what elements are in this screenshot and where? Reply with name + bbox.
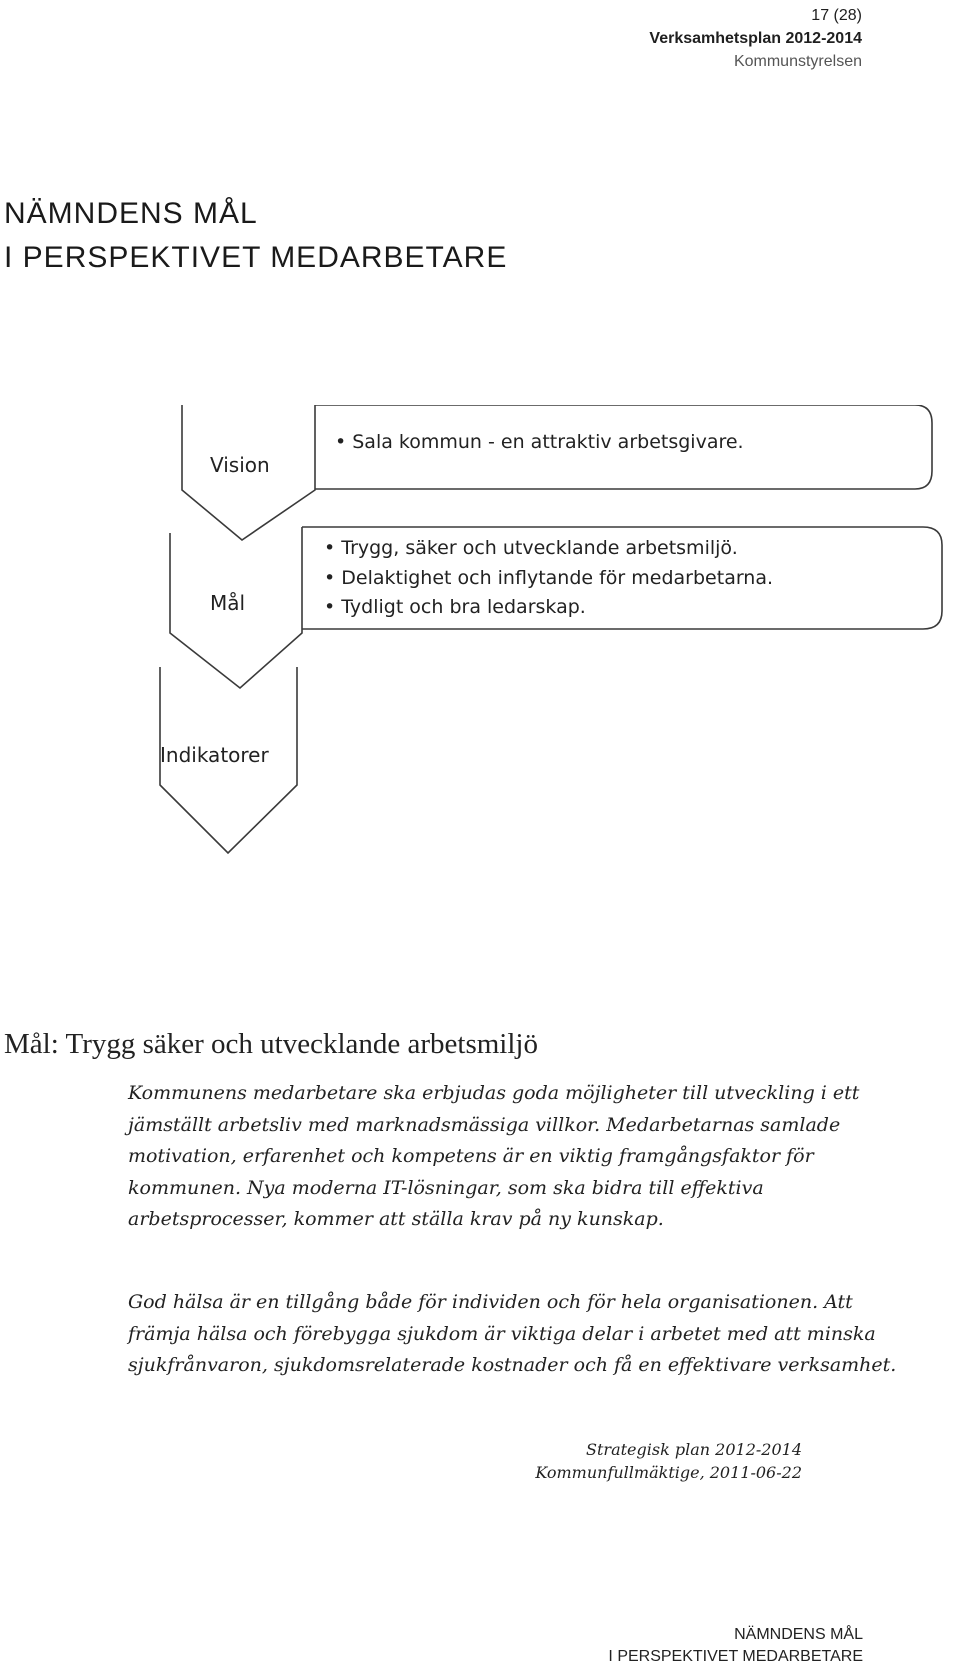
mal-bullet-2-text: Delaktighet och inflytande för medarbetarna. bbox=[341, 567, 774, 589]
page-title-line2: I PERSPEKTIVET MEDARBETARE bbox=[4, 241, 508, 274]
footer-line2: I PERSPEKTIVET MEDARBETARE bbox=[608, 1648, 863, 1665]
bullet-icon: • bbox=[324, 537, 342, 559]
mal-bullet-2 bbox=[324, 567, 773, 589]
page-header bbox=[649, 4, 862, 73]
footer-line1: NÄMNDENS MÅL bbox=[734, 1626, 863, 1643]
source-line2: Kommunfullmäktige, 2011-06-22 bbox=[535, 1463, 802, 1482]
source-citation bbox=[535, 1438, 802, 1484]
page-footer bbox=[608, 1624, 863, 1668]
goal-hierarchy-diagram bbox=[0, 405, 960, 925]
vision-bullet-1 bbox=[335, 431, 744, 453]
indikatorer-label: Indikatorer bbox=[160, 743, 269, 767]
mal-label: Mål bbox=[210, 591, 246, 615]
bullet-icon: • bbox=[324, 567, 342, 589]
vision-bullet-1-text: Sala kommun - en attraktiv arbetsgivare. bbox=[352, 431, 744, 453]
mal-bullet-3-text: Tydligt och bra ledarskap. bbox=[341, 596, 586, 618]
source-line1: Strategisk plan 2012-2014 bbox=[586, 1440, 802, 1459]
page-number: 17 (28) bbox=[811, 7, 862, 24]
document-title: Verksamhetsplan 2012-2014 bbox=[649, 30, 862, 47]
mal-bullet-1-text: Trygg, säker och utvecklande arbetsmiljö. bbox=[341, 537, 738, 559]
goal-heading: Mål: Trygg säker och utvecklande arbetsmiljö bbox=[4, 1028, 538, 1060]
page-title bbox=[4, 192, 507, 280]
bullet-icon: • bbox=[324, 596, 342, 618]
vision-label: Vision bbox=[210, 453, 270, 477]
mal-bullet-3 bbox=[324, 596, 586, 618]
page-title-line1: NÄMNDENS MÅL bbox=[4, 197, 258, 230]
goal-paragraph-2: God hälsa är en tillgång både för individen och för hela organisationen. Att främja hälsa och förebygga sjukdom är viktiga delar i arbetet med att minska sjukfrånvaron, sjukdomsrelaterade kostnader och få en effektivare verksamhet. bbox=[128, 1291, 897, 1376]
organization-name: Kommunstyrelsen bbox=[733, 53, 862, 70]
mal-bullet-1 bbox=[324, 537, 738, 559]
bullet-icon: • bbox=[335, 431, 353, 453]
goal-paragraph-1: Kommunens medarbetare ska erbjudas goda möjligheter till utveckling i ett jämställt arbetsliv med marknadsmässiga villkor. Medarbetarnas samlade motivation, erfarenhet och kompetens är en viktig framgångsfaktor för kommunen. Nya moderna IT-lösningar, som ska bidra till effektiva arbetsprocesser, kommer att ställa krav på ny kunskap. bbox=[128, 1082, 860, 1230]
